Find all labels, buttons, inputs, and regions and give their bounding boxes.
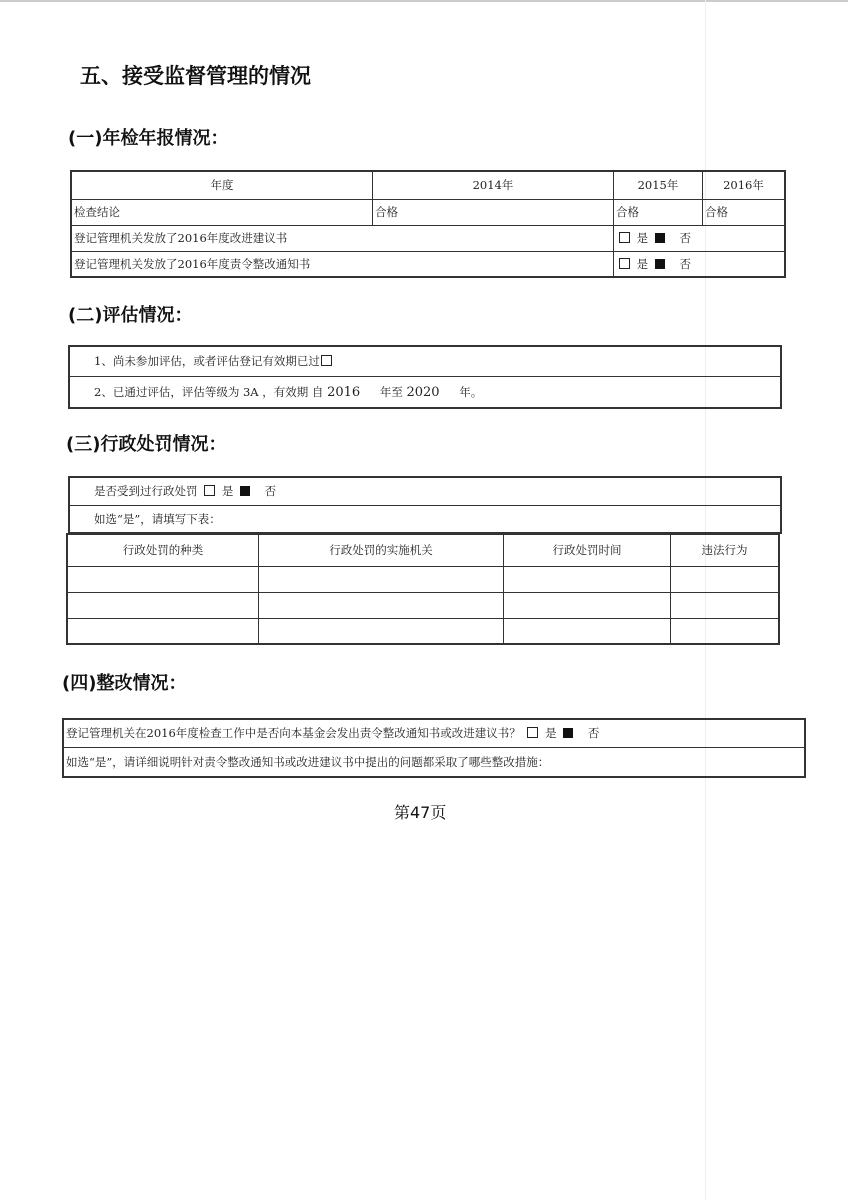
annual-heading: (一)年检年报情况： xyxy=(68,128,229,149)
yes-label: 是 xyxy=(545,726,557,741)
evaluation-heading: (二)评估情况： xyxy=(68,305,193,326)
year-2016: 2016年 xyxy=(703,171,786,199)
penalty-question xyxy=(69,477,781,505)
penalty-question-text: 是否受到过行政处罚 xyxy=(94,484,198,499)
suggestion-choice xyxy=(614,225,786,251)
rectification-note: 如选“是”，请详细说明针对责令整改通知书或改进建议书中提出的问题都采取了哪些整改措施： xyxy=(63,747,805,777)
rectification-question-text: 登记管理机关在2016年度检查工作中是否向本基金会发出责令整改通知书或改进建议书？ xyxy=(66,726,521,741)
evaluation-table xyxy=(68,345,782,409)
penalty-detail-table xyxy=(66,533,780,645)
checkbox-filled-icon xyxy=(655,259,665,269)
checkbox-empty-icon xyxy=(527,727,538,738)
table-row xyxy=(67,592,779,618)
evaluation-line-1-text: 1、尚未参加评估，或者评估登记有效期已过 xyxy=(94,354,320,369)
evaluation-to-label: 年至 xyxy=(379,384,403,399)
column-header-time: 行政处罚时间 xyxy=(504,534,671,566)
order-choice xyxy=(614,251,786,277)
column-header-authority: 行政处罚的实施机关 xyxy=(259,534,504,566)
yes-label: 是 xyxy=(636,231,649,245)
table-row xyxy=(67,566,779,592)
result-2016: 合格 xyxy=(703,199,786,225)
page-number: 第47页 xyxy=(394,803,447,822)
evaluation-line-2-prefix: 2、已通过评估，评估等级为 xyxy=(94,384,240,399)
column-header-violation: 违法行为 xyxy=(671,534,780,566)
no-label: 否 xyxy=(264,484,277,499)
evaluation-from-year: 2016 xyxy=(327,384,361,400)
year-2014: 2014年 xyxy=(373,171,614,199)
checkbox-empty-icon xyxy=(619,232,630,243)
table-row xyxy=(67,618,779,644)
annual-report-table xyxy=(70,170,786,278)
rectification-heading: (四)整改情况： xyxy=(62,673,187,694)
no-label: 否 xyxy=(679,256,691,271)
checkbox-empty-icon xyxy=(619,258,630,269)
result-2014: 合格 xyxy=(373,199,614,225)
no-label: 否 xyxy=(679,231,691,245)
checkbox-empty-icon xyxy=(204,485,215,496)
scan-top-edge xyxy=(0,0,848,2)
evaluation-line-2 xyxy=(69,376,781,408)
rectification-table xyxy=(62,718,806,778)
evaluation-year-suffix: 年。 xyxy=(459,384,483,399)
evaluation-to-year: 2020 xyxy=(406,384,440,400)
evaluation-grade: 3A xyxy=(242,384,259,399)
yes-label: 是 xyxy=(636,256,649,271)
checkbox-filled-icon xyxy=(240,486,250,496)
result-2015: 合格 xyxy=(614,199,703,225)
column-header-type: 行政处罚的种类 xyxy=(67,534,259,566)
evaluation-line-1 xyxy=(69,346,781,376)
suggestion-label: 登记管理机关发放了2016年度改进建议书 xyxy=(71,225,614,251)
result-label: 检查结论 xyxy=(71,199,373,225)
year-2015: 2015年 xyxy=(614,171,703,199)
evaluation-line-2-mid: ，有效期 自 xyxy=(262,384,324,399)
checkbox-filled-icon xyxy=(563,728,573,738)
section-title: 五、接受监督管理的情况 xyxy=(80,64,311,88)
checkbox-empty-icon xyxy=(321,355,332,366)
year-label: 年度 xyxy=(71,171,373,199)
penalty-info-table xyxy=(68,476,782,534)
no-label: 否 xyxy=(587,726,600,741)
penalty-note: 如选“是”，请填写下表： xyxy=(69,505,781,533)
checkbox-filled-icon xyxy=(655,233,665,243)
yes-label: 是 xyxy=(221,484,234,499)
rectification-question xyxy=(63,719,805,747)
penalty-heading: (三)行政处罚情况： xyxy=(66,434,227,455)
order-label: 登记管理机关发放了2016年度责令整改通知书 xyxy=(71,251,614,277)
